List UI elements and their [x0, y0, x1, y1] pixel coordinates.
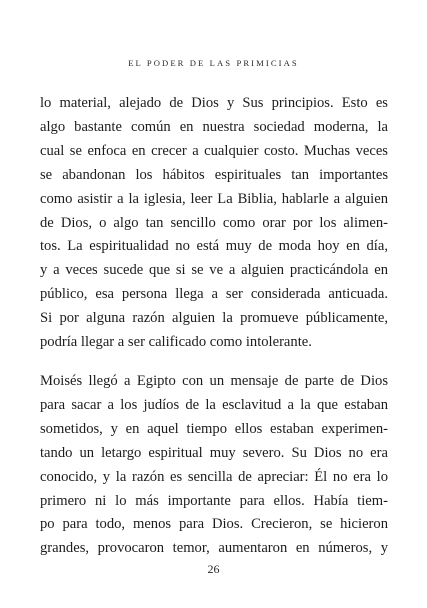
text-line: grandes, provocaron temor, aumentaron en números, y — [40, 540, 388, 557]
paragraph-2 — [40, 370, 388, 561]
text-line: tos. La espiritualidad no está muy de moda hoy en día, — [40, 238, 388, 255]
text-line: cual se enfoca en crecer a cualquier costo. Muchas veces — [40, 142, 388, 159]
paragraph-1 — [40, 92, 388, 355]
text-line: primero ni lo más importante para ellos. Había tiem- — [40, 492, 388, 509]
text-line: podría llegar a ser calificado como intolerante. — [40, 334, 312, 351]
running-head: EL PODER DE LAS PRIMICIAS — [128, 58, 299, 68]
text-line: conocido, y la razón es sencilla de apreciar: Él no era lo — [40, 468, 388, 485]
text-line: algo bastante común en nuestra sociedad moderna, la — [40, 118, 388, 135]
text-line: tando un letargo espiritual muy severo. Su Dios no era — [40, 444, 388, 461]
page-number: 26 — [207, 562, 220, 576]
text-line: y a veces sucede que si se ve a alguien practicándola en — [40, 262, 388, 279]
text-line: público, esa persona llega a ser considerada anticuada. — [40, 286, 388, 303]
text-line: po para todo, menos para Dios. Crecieron, se hicieron — [40, 516, 388, 533]
text-line: Si por alguna razón alguien la promueve públicamente, — [40, 310, 388, 327]
text-line: de Dios, o algo tan sencillo como orar por los alimen- — [40, 214, 388, 231]
text-line: se abandonan los hábitos espirituales tan importantes — [40, 166, 388, 183]
text-line: para sacar a los judíos de la esclavitud a la que estaban — [40, 396, 388, 413]
text-line: sometidos, y en aquel tiempo ellos estaban experimen- — [40, 420, 388, 437]
text-line: como asistir a la iglesia, leer La Biblia, hablarle a alguien — [40, 190, 388, 207]
body-text — [40, 92, 388, 561]
text-line: lo material, alejado de Dios y Sus principios. Esto es — [40, 95, 388, 111]
text-line: Moisés llegó a Egipto con un mensaje de parte de Dios — [40, 372, 388, 389]
